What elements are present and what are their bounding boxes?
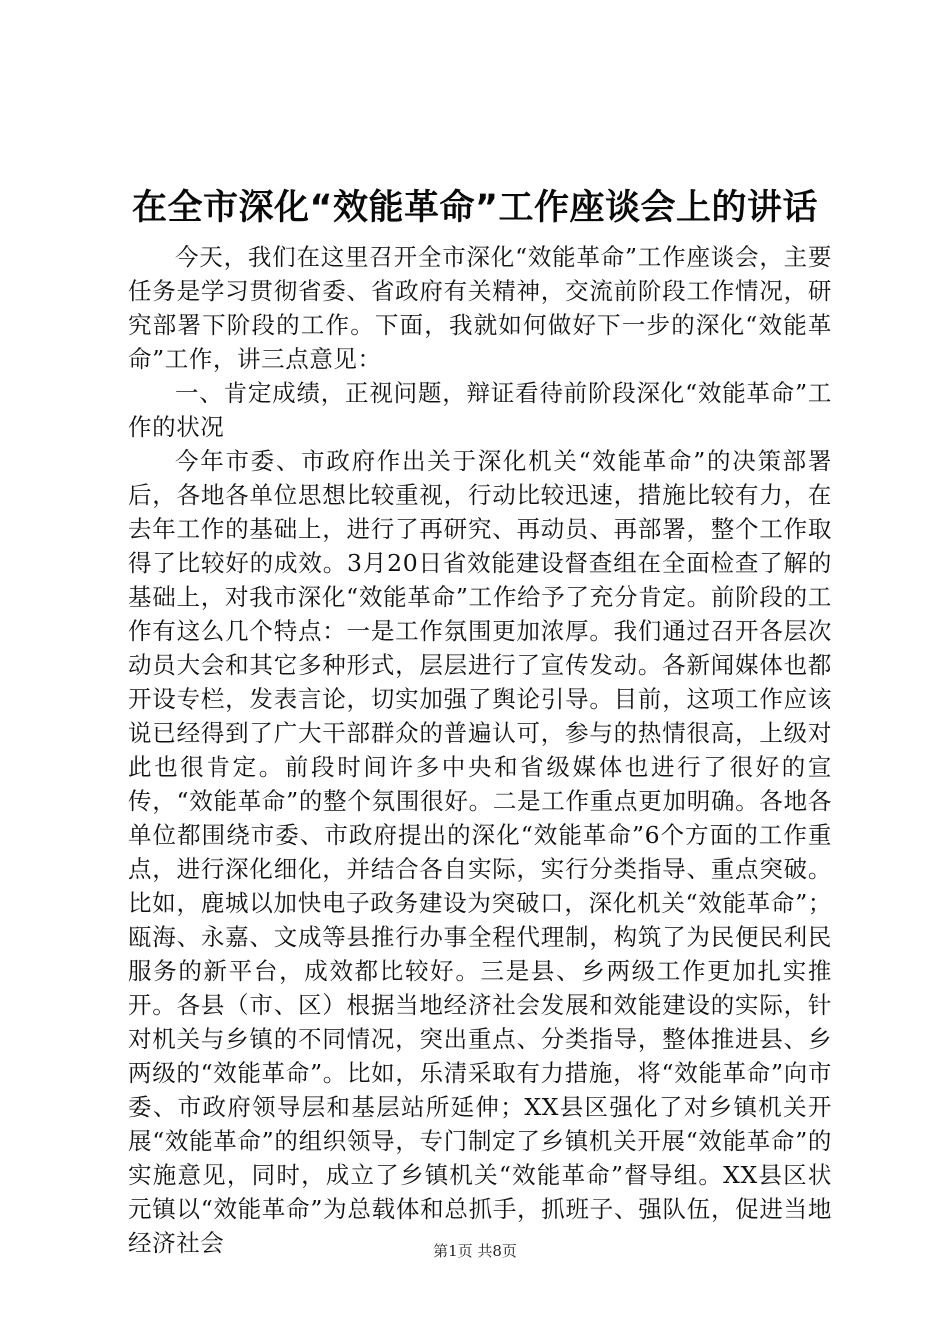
- paragraph-intro: 今天，我们在这里召开全市深化“效能革命”工作座谈会，主要任务是学习贯彻省委、省政府有关精神，交流前阶段工作情况，研究部署下阶段的工作。下面，我就如何做好下一步的深化“效能革命”工作，讲三点意见：: [128, 243, 832, 373]
- document-body: [128, 240, 832, 1260]
- paragraph-section-1: 今年市委、市政府作出关于深化机关“效能革命”的决策部署后，各地各单位思想比较重视，行动比较迅速，措施比较有力，在去年工作的基础上，进行了再研究、再动员、再部署，整个工作取得了比较好的成效。3月20日省效能建设督查组在全面检查了解的基础上，对我市深化“效能革命”工作给予了充分肯定。前阶段的工作有这么几个特点：一是工作氛围更加浓厚。我们通过召开各层次动员大会和其它多种形式，层层进行了宣传发动。各新闻媒体也都开设专栏，发表言论，切实加强了舆论引导。目前，这项工作应该说已经得到了广大干部群众的普遍认可，参与的热情很高，上级对此也很肯定。前段时间许多中央和省级媒体也进行了很好的宣传，“效能革命”的整个氛围很好。二是工作重点更加明确。各地各单位都围绕市委、市政府提出的深化“效能革命”6个方面的工作重点，进行深化细化，并结合各自实际，实行分类指导、重点突破。比如，鹿城以加快电子政务建设为突破口，深化机关“效能革命”；瓯海、永嘉、文成等县推行办事全程代理制，构筑了为民便民利民服务的新平台，成效都比较好。三是县、乡两级工作更加扎实推开。各县（市、区）根据当地经济社会发展和效能建设的实际，针对机关与乡镇的不同情况，突出重点、分类指导，整体推进县、乡两级的“效能革命”。比如，乐清采取有力措施，将“效能革命”向市委、市政府领导层和基层站所延伸；XX县区强化了对乡镇机关开展“效能革命”的组织领导，专门制定了乡镇机关开展“效能革命”的实施意见，同时，成立了乡镇机关“效能革命”督导组。XX县区状元镇以“效能革命”为总载体和总抓手，抓班子、强队伍，促进当地经济社会: [128, 447, 832, 1257]
- section-heading-1: 一、肯定成绩，正视问题，辩证看待前阶段深化“效能革命”工作的状况: [128, 379, 832, 441]
- document-title: 在全市深化“效能革命”工作座谈会上的讲话: [131, 188, 818, 228]
- page-number: 第1页 共8页: [433, 1242, 517, 1260]
